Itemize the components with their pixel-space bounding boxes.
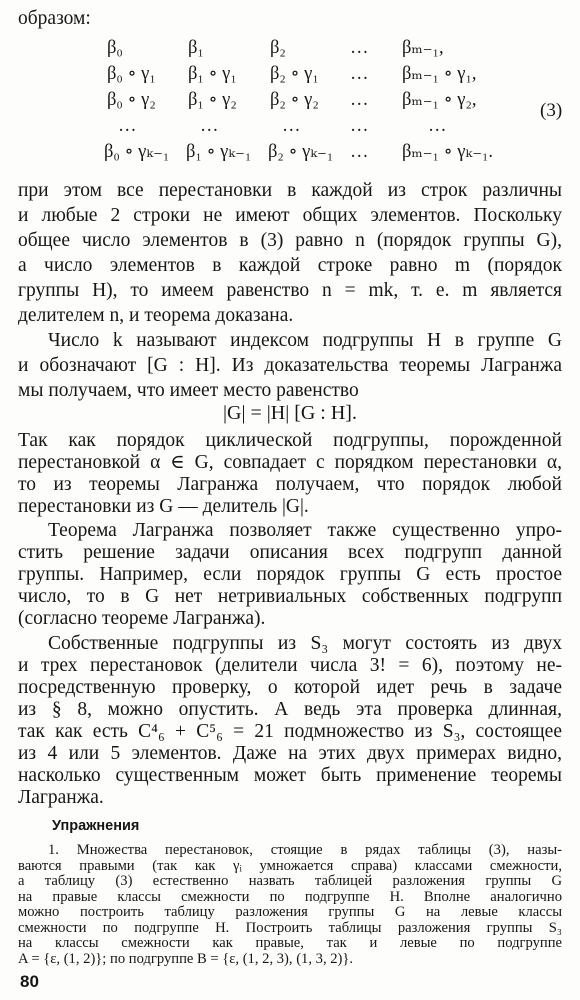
matrix-cell: β₀ ∘ γₖ₋₁ bbox=[104, 142, 170, 162]
matrix-cell: β₀ bbox=[107, 38, 123, 58]
text-line: Собственные подгруппы из S₃ могут состоять из двух bbox=[48, 633, 562, 654]
text-line: группы H), то имеем равенство n = mk, т. е. m является bbox=[18, 280, 562, 301]
matrix-cell: … bbox=[350, 90, 369, 110]
exercise-line: а таблицу (3) естественно назвать таблицей разложения группы G bbox=[18, 873, 562, 889]
text-line: так как есть C⁴₆ + C⁵₆ = 21 подмножество из S₃, состоящее bbox=[18, 721, 562, 742]
text-line: Лагранжа. bbox=[18, 787, 104, 808]
text-line: мы получаем, что имеет место равенство bbox=[18, 380, 359, 401]
matrix-cell: βₘ₋₁ ∘ γₖ₋₁. bbox=[402, 142, 494, 162]
text-line: число, то в G нет нетривиальных собственных подгрупп bbox=[18, 586, 562, 607]
page-number: 80 bbox=[20, 972, 39, 991]
text-line: (согласно теореме Лагранжа). bbox=[18, 608, 266, 629]
text-line: делителем n, и теорема доказана. bbox=[18, 305, 294, 326]
exercise-line: 1. Множества перестановок, стоящие в рядах таблицы (3), назы- bbox=[48, 842, 562, 858]
matrix-cell: β₂ ∘ γₖ₋₁ bbox=[268, 142, 334, 162]
text-line: посредственную проверку, о которой идет речь в задаче bbox=[18, 677, 562, 698]
matrix-cell: β₁ ∘ γₖ₋₁ bbox=[186, 142, 252, 162]
exercise-line: на классы смежности как правые, так и левые по подгруппе bbox=[18, 935, 562, 951]
text-line: и любые 2 строки не имеют общих элементов. Поскольку bbox=[18, 205, 562, 226]
matrix-cell: β₂ bbox=[270, 38, 286, 58]
text-line: из § 8, можно опустить. А ведь эта проверка длинная, bbox=[18, 699, 562, 720]
text-line: из 4 или 5 элементов. Даже на этих двух примерах видно, bbox=[18, 743, 562, 764]
matrix-cell: βₘ₋₁ ∘ γ₁, bbox=[402, 64, 477, 84]
text-line: Теорема Лагранжа позволяет также существенно упро- bbox=[48, 520, 562, 541]
text-line: перестановкой α ∈ G, совпадает с порядком перестановки α, bbox=[18, 452, 562, 473]
text-line: стить решение задачи описания всех подгрупп данной bbox=[18, 542, 562, 563]
lagrange-formula: |G| = |H| [G : H]. bbox=[223, 402, 357, 424]
text-line: а число элементов в каждой строке равно m (порядок bbox=[18, 255, 562, 276]
matrix-cell: … bbox=[118, 116, 137, 136]
text-line: и обозначают [G : H]. Из доказательства теоремы Лагранжа bbox=[18, 355, 562, 376]
matrix-cell: β₁ bbox=[188, 38, 204, 58]
matrix-cell: … bbox=[350, 64, 369, 84]
text-line: и трех перестановок (делители числа 3! = 6), поэтому не- bbox=[18, 655, 562, 676]
matrix-cell: … bbox=[200, 116, 219, 136]
matrix-cell: β₂ ∘ γ₁ bbox=[270, 64, 319, 84]
text-line: Так как порядок циклической подгруппы, порожденной bbox=[18, 430, 562, 451]
intro-text: образом: bbox=[18, 8, 91, 29]
exercise-line: можно построить таблицу разложения группы G на левые классы bbox=[18, 904, 562, 920]
exercise-line: A = {ε, (1, 2)}; по подгруппе B = {ε, (1, 2, 3), (1, 3, 2)}. bbox=[18, 950, 354, 967]
text-line: при этом все перестановки в каждой из строк различны bbox=[18, 180, 562, 201]
section-title: Упражнения bbox=[52, 818, 140, 834]
text-line: то из теоремы Лагранжа получаем, что порядок любой bbox=[18, 474, 562, 495]
matrix-cell: … bbox=[350, 116, 369, 136]
matrix-cell: β₀ ∘ γ₁ bbox=[107, 64, 156, 84]
matrix-cell: … bbox=[428, 116, 447, 136]
matrix-cell: β₁ ∘ γ₂ bbox=[188, 90, 237, 110]
exercise-line: на правые классы смежности по подгруппе H. Вполне аналогично bbox=[18, 888, 562, 905]
text-line: общее число элементов в (3) равно n (порядок группы G), bbox=[18, 230, 562, 251]
matrix-cell: β₀ ∘ γ₂ bbox=[107, 90, 156, 110]
exercise-line: ваются правыми (так как γᵢ умножается справа) классами смежности, bbox=[18, 857, 562, 874]
matrix-cell: β₁ ∘ γ₁ bbox=[188, 64, 237, 84]
equation-number: (3) bbox=[540, 100, 563, 121]
text-line: перестановки из G — делитель |G|. bbox=[18, 496, 309, 517]
matrix-cell: βₘ₋₁, bbox=[402, 38, 444, 58]
text-line: группы. Например, если порядок группы G есть простое bbox=[18, 564, 562, 585]
matrix-cell: βₘ₋₁ ∘ γ₂, bbox=[402, 90, 477, 110]
matrix-cell: … bbox=[350, 142, 369, 162]
exercise-line: смежности по подгруппе H. Построить таблицы разложения группы S₃ bbox=[18, 919, 562, 936]
matrix-cell: … bbox=[350, 38, 369, 58]
text-line: насколько существенным может быть применение теоремы bbox=[18, 765, 562, 786]
text-line: Число k называют индексом подгруппы H в группе G bbox=[48, 330, 562, 351]
matrix-cell: … bbox=[282, 116, 301, 136]
matrix-cell: β₂ ∘ γ₂ bbox=[270, 90, 319, 110]
